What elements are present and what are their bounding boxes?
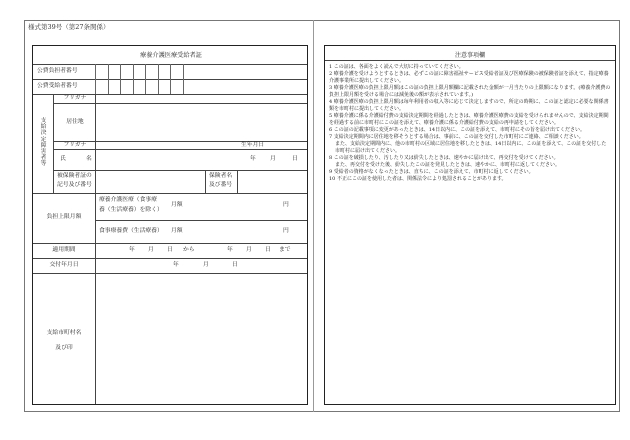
- rule: [33, 258, 308, 259]
- period-month: 月: [246, 247, 252, 253]
- certificate-title: 療養介護医療受給者証: [140, 52, 202, 59]
- name-label: 氏: [60, 156, 66, 162]
- period-year: 年: [227, 247, 233, 253]
- period-label: 適用期間: [52, 247, 76, 253]
- limit-amount-label: 負担上限月額: [46, 214, 82, 220]
- note-item: 6 この証の記載事項に変更があったときは、14日以内に、この証を添えて、市町村にその旨を届け出てください。: [329, 127, 585, 133]
- municipality-label: 及び印: [55, 345, 73, 351]
- note-item: 4 療養介護医療の負担上限月額は毎年利用者の収入等に応じて決定しますので、所定の時期に、この証と認定に必要な関係書類を市町村に提出してください。: [329, 99, 609, 112]
- period-month: 月: [148, 247, 154, 253]
- notes-title: 注意事項欄: [454, 52, 485, 59]
- yen-label: 円: [283, 228, 289, 234]
- insurer-label: 及び番号: [209, 182, 233, 188]
- rule: [237, 170, 238, 193]
- monthly-amount-label: 月額: [171, 228, 183, 234]
- fold-line: [313, 20, 314, 412]
- monthly-amount-label: 月額: [171, 202, 183, 208]
- name-label: 名: [86, 156, 92, 162]
- rule: [53, 170, 308, 171]
- rule: [53, 94, 54, 193]
- meal-care-label: 食事療養費（生活療養）: [99, 228, 163, 234]
- period-from: から: [183, 247, 195, 253]
- rule: [95, 220, 308, 221]
- dob-label: 生年月日: [241, 142, 265, 148]
- decision-section-label: 支 給 決 定 障 害 者 等: [40, 118, 47, 168]
- note-item: また、再交付を受けた後、紛失したこの証を発見したときは、速やかに、市町村に返してください。: [335, 162, 561, 168]
- issue-month: 月: [203, 262, 209, 268]
- issue-date-label: 交付年月日: [49, 262, 79, 268]
- note-item: 8 この証を破損したり、汚したり又は紛失したときは、速やかに届け出て、再交付を受けてください。: [329, 155, 559, 161]
- rule: [33, 243, 308, 244]
- recipient-number-cells[interactable]: [95, 79, 195, 94]
- public-payer-number-label: 公費負担者番号: [37, 68, 78, 74]
- period-day: 日: [167, 247, 173, 253]
- note-item: 9 受給者の資格がなくなったときは、直ちに、この証を添えて、市町村に返してください。: [329, 169, 534, 175]
- rule: [95, 193, 96, 243]
- rule: [53, 141, 308, 142]
- medical-care-label: 療養介護医療（食事療: [99, 197, 157, 203]
- notes-panel: [324, 45, 616, 405]
- yen-label: 円: [283, 202, 289, 208]
- note-item: 10 不正にこの証を使用した者は、関係法令により処罰されることがあります。: [329, 176, 507, 182]
- note-item: また、支給決定期間内に、他の市町村の区域に居住地を移したときは、14日以内に、この証を添えて、この証を交付した市町村に届け出てください。: [335, 141, 607, 154]
- period-year: 年: [129, 247, 135, 253]
- note-item: 2 療養介護を受けようとするときは、必ずこの証に障害福祉サービス受給者証及び医療保険の被保険者証を添えて、指定療養介護事業所に提出してください。: [329, 71, 609, 84]
- furigana-label: フリガナ: [63, 95, 87, 101]
- rule: [325, 60, 615, 61]
- rule: [205, 170, 206, 193]
- dob-month: 月: [270, 156, 276, 162]
- address-label: 居住地: [66, 119, 84, 125]
- rule: [95, 94, 96, 193]
- rule: [53, 149, 308, 150]
- medical-care-label: 養（生活療養）を除く）: [99, 207, 163, 213]
- public-recipient-number-label: 公費受給者番号: [37, 83, 78, 89]
- insurer-label: 保険者名: [209, 173, 233, 179]
- insured-card-label: 被保険者証の: [57, 173, 92, 179]
- form-number: 様式第39号（第27条関係）: [28, 23, 110, 31]
- dob-year: 年: [250, 156, 256, 162]
- certificate-form: [32, 45, 308, 405]
- rule: [33, 273, 308, 274]
- notes-list: [329, 64, 611, 183]
- furigana-label: フリガナ: [63, 142, 87, 148]
- rule: [33, 193, 308, 194]
- note-item: 3 療養介護医療の負担上限月額はこの証の負担上限月額欄に記載された金額が一月当たりの上限額になります。(療養介護費の負担上限月額を受ける場合には減免後の額が表示されています。): [329, 85, 611, 98]
- note-item: 5 療養介護に係る介護給付費の支給決定期間を経過したときは、療養介護医療費の支給を受けられませんので、支給決定期間を経過する前に市町村にこの証を添えて、療養介護に係る介護給付費の支給の再申請をしてください。: [329, 113, 609, 126]
- insured-card-label: 記号及び番号: [57, 182, 92, 188]
- rule: [53, 103, 308, 104]
- rule: [95, 243, 96, 405]
- note-item: 7 支給決定期間内に居住地を移そうとする場合は、事前に、この証を交付した市町村にご連絡、ご相談ください。: [329, 134, 584, 140]
- note-item: 1 この証は、各面をよく読んで大切に持っていてください。: [329, 64, 464, 70]
- payer-number-cells[interactable]: [95, 64, 195, 79]
- issue-year: 年: [173, 262, 179, 268]
- dob-day: 日: [292, 156, 298, 162]
- issue-day: 日: [232, 262, 238, 268]
- period-day: 日: [265, 247, 271, 253]
- municipality-label: 支給市町村名: [46, 330, 82, 336]
- period-to: まで: [279, 247, 291, 253]
